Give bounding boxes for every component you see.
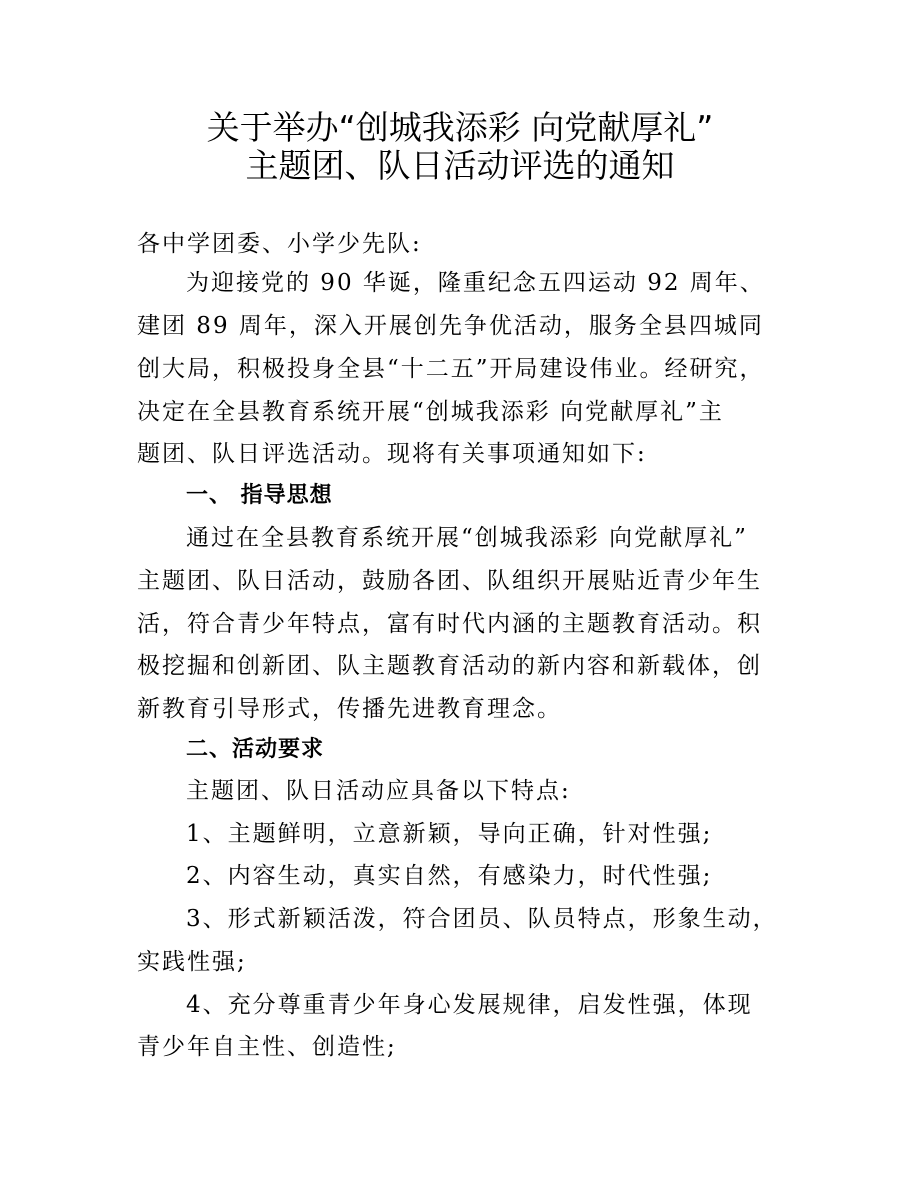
- section-heading-activity-requirements: 二、活动要求: [186, 737, 325, 762]
- requirement-item: 3、形式新颖活泼，符合团员、队员特点，形象生动，: [186, 906, 778, 932]
- section1-body-line: 新教育引导形式，传播先进教育理念。: [137, 696, 562, 722]
- document-title-line-2: 主题团、队日活动评选的通知: [245, 146, 675, 185]
- intro-line: 决定在全县教育系统开展“创城我添彩 向党献厚礼”主: [137, 399, 724, 425]
- section1-body-line: 活，符合青少年特点，富有时代内涵的主题教育活动。积: [137, 611, 762, 637]
- section1-body-line: 主题团、队日活动，鼓励各团、队组织开展贴近青少年生: [137, 568, 762, 594]
- intro-line: 建团 89 周年，深入开展创先争优活动，服务全县四城同: [137, 313, 764, 339]
- requirement-item: 1、主题鲜明，立意新颖，导向正确，针对性强;: [186, 821, 713, 847]
- requirement-item: 4、充分尊重青少年身心发展规律，启发性强，体现: [186, 992, 753, 1018]
- section1-body-line: 极挖掘和创新团、队主题教育活动的新内容和新载体，创: [137, 653, 762, 679]
- intro-line: 为迎接党的 90 华诞，隆重纪念五四运动 92 周年、: [186, 270, 765, 296]
- salutation: 各中学团委、小学少先队:: [137, 231, 422, 257]
- intro-line: 题团、队日评选活动。现将有关事项通知如下:: [137, 441, 647, 467]
- intro-line: 创大局，积极投身全县“十二五”开局建设伟业。经研究，: [137, 356, 765, 382]
- section1-body-line: 通过在全县教育系统开展“创城我添彩 向党献厚礼”: [186, 525, 748, 551]
- requirement-item-continued: 青少年自主性、创造性;: [137, 1034, 397, 1060]
- document-title-line-1: 关于举办“创城我添彩 向党献厚礼”: [206, 108, 714, 147]
- section2-intro: 主题团、队日活动应具备以下特点:: [186, 778, 571, 804]
- section-heading-guiding-ideology: 一、 指导思想: [186, 483, 333, 508]
- requirement-item-continued: 实践性强;: [137, 949, 247, 975]
- requirement-item: 2、内容生动，真实自然，有感染力，时代性强;: [186, 863, 713, 889]
